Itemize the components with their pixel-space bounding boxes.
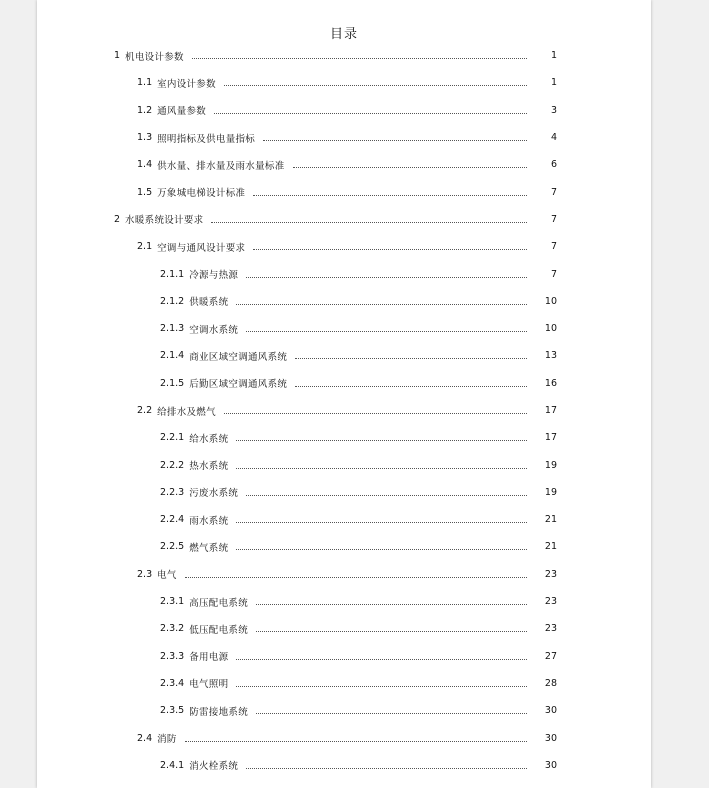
toc-entry-title: 供水量、排水量及雨水量标准 (157, 160, 285, 172)
toc-entry[interactable] (37, 342, 651, 369)
toc-entry-title: 燃气系统 (189, 542, 229, 554)
toc-entry-page-number: 17 (544, 432, 557, 444)
toc-entry-number: 1 (114, 50, 121, 62)
toc-entry-number: 2 (114, 213, 121, 225)
toc-title: 目录 (329, 27, 358, 42)
toc-entry-title: 空调水系统 (189, 324, 239, 336)
toc-dot-leader (236, 468, 527, 469)
toc-dot-leader (246, 277, 527, 278)
toc-entry[interactable] (37, 588, 651, 615)
toc-dot-leader (293, 167, 527, 168)
toc-entry[interactable] (37, 260, 651, 287)
toc-entry[interactable] (37, 69, 651, 96)
toc-entry-title: 万象城电梯设计标准 (157, 188, 246, 200)
toc-entry-number: 2.4 (137, 732, 153, 744)
toc-entry-number: 2.1.3 (160, 323, 185, 335)
toc-entry-number: 2.1.2 (160, 295, 185, 307)
toc-entry-page-number: 28 (544, 677, 557, 689)
toc-entry-title: 冷源与热源 (189, 270, 239, 282)
toc-entry-number: 2.2.2 (160, 459, 185, 471)
toc-entry-page-number: 17 (544, 405, 557, 416)
toc-entry-page-number: 30 (544, 759, 557, 771)
toc-entry-page-number: 10 (544, 323, 557, 335)
toc-list (37, 42, 651, 779)
toc-entry-number: 2.4.1 (160, 759, 185, 771)
toc-entry[interactable] (37, 315, 651, 342)
toc-dot-leader (295, 358, 527, 359)
toc-dot-leader (236, 440, 527, 441)
toc-dot-leader (295, 386, 527, 387)
toc-dot-leader (236, 549, 527, 550)
toc-entry-number: 1.1 (137, 77, 153, 89)
toc-entry-title: 机电设计参数 (125, 51, 184, 63)
toc-dot-leader (263, 140, 527, 141)
toc-entry-number: 2.3.4 (160, 677, 185, 689)
toc-entry-page-number: 21 (544, 541, 557, 553)
toc-entry[interactable] (37, 42, 651, 69)
toc-entry-title: 热水系统 (189, 461, 229, 473)
toc-entry-title: 电气照明 (189, 679, 229, 691)
toc-entry-number: 2.1.1 (160, 268, 185, 280)
toc-entry[interactable] (37, 424, 651, 451)
toc-entry-page-number: 7 (550, 241, 557, 253)
toc-entry-page-number: 1 (550, 77, 557, 89)
document-page (37, 0, 651, 788)
toc-entry[interactable] (37, 533, 651, 560)
toc-entry-number: 2.1 (137, 241, 153, 253)
toc-entry[interactable] (37, 479, 651, 506)
toc-entry[interactable] (37, 206, 651, 233)
toc-dot-leader (236, 304, 527, 305)
toc-entry-page-number: 7 (550, 186, 557, 198)
toc-entry-number: 2.3.3 (160, 650, 185, 662)
toc-entry-page-number: 30 (544, 732, 557, 744)
toc-entry-page-number: 19 (544, 459, 557, 471)
toc-entry-number: 2.1.5 (160, 377, 185, 389)
toc-entry-number: 2.1.4 (160, 350, 185, 362)
toc-dot-leader (224, 85, 527, 86)
toc-entry-title: 后勤区域空调通风系统 (189, 379, 288, 391)
toc-entry-page-number: 10 (544, 295, 557, 307)
toc-entry-page-number: 7 (550, 213, 557, 225)
toc-dot-leader (236, 659, 527, 660)
toc-entry-number: 2.2.5 (160, 541, 185, 553)
toc-entry[interactable] (37, 233, 651, 260)
toc-dot-leader (185, 577, 527, 578)
toc-entry-title: 商业区域空调通风系统 (189, 351, 288, 363)
toc-entry-page-number: 7 (550, 268, 557, 280)
toc-dot-leader (185, 741, 527, 742)
toc-entry-title: 照明指标及供电量指标 (157, 133, 256, 145)
toc-entry-title: 电气 (157, 570, 177, 582)
toc-entry[interactable] (37, 288, 651, 315)
toc-entry[interactable] (37, 561, 651, 588)
toc-entry-number: 2.2.3 (160, 486, 185, 498)
toc-entry-page-number: 30 (544, 705, 557, 717)
toc-entry-number: 1.5 (137, 186, 153, 198)
toc-entry[interactable] (37, 124, 651, 151)
toc-dot-leader (236, 686, 527, 687)
toc-entry-page-number: 13 (544, 350, 557, 362)
toc-entry-title: 消防 (157, 734, 177, 746)
toc-entry-title: 消火栓系统 (189, 761, 239, 773)
toc-dot-leader (246, 495, 527, 496)
toc-entry-page-number: 27 (544, 650, 557, 662)
toc-entry[interactable] (37, 697, 651, 724)
toc-entry[interactable] (37, 451, 651, 478)
toc-entry-page-number: 21 (544, 514, 557, 526)
toc-entry[interactable] (37, 370, 651, 397)
toc-entry[interactable] (37, 97, 651, 124)
toc-entry[interactable] (37, 397, 651, 424)
toc-entry-title: 空调与通风设计要求 (157, 242, 246, 254)
toc-entry-page-number: 23 (544, 596, 557, 608)
toc-entry-page-number: 16 (544, 377, 557, 389)
toc-dot-leader (192, 58, 527, 59)
toc-dot-leader (256, 713, 527, 714)
toc-entry-title: 给水系统 (189, 433, 229, 445)
toc-entry-page-number: 19 (544, 486, 557, 498)
toc-dot-leader (246, 768, 527, 769)
toc-dot-leader (256, 631, 527, 632)
toc-dot-leader (246, 331, 527, 332)
toc-entry-number: 1.3 (137, 132, 153, 144)
toc-entry[interactable] (37, 151, 651, 178)
toc-entry-number: 2.3 (137, 568, 153, 580)
toc-entry-number: 1.2 (137, 104, 153, 116)
toc-entry[interactable] (37, 670, 651, 697)
toc-entry[interactable] (37, 615, 651, 642)
toc-dot-leader (253, 249, 527, 250)
toc-entry-page-number: 4 (550, 132, 557, 144)
toc-entry-title: 污废水系统 (189, 488, 239, 500)
toc-dot-leader (211, 222, 527, 223)
toc-entry[interactable] (37, 724, 651, 751)
toc-entry-title: 通风量参数 (157, 106, 207, 118)
toc-dot-leader (224, 413, 527, 414)
toc-entry-page-number: 1 (550, 50, 557, 62)
toc-entry[interactable] (37, 506, 651, 533)
toc-entry-page-number: 23 (544, 623, 557, 635)
toc-entry-number: 1.4 (137, 159, 153, 171)
toc-entry-title: 雨水系统 (189, 515, 229, 527)
toc-entry-number: 2.2 (137, 405, 153, 416)
toc-entry-number: 2.2.1 (160, 432, 185, 444)
toc-entry-page-number: 6 (550, 159, 557, 171)
toc-entry-number: 2.3.5 (160, 705, 185, 717)
toc-entry[interactable] (37, 752, 651, 779)
toc-entry-title: 给排水及燃气 (157, 406, 216, 418)
toc-entry-title: 高压配电系统 (189, 597, 248, 609)
toc-entry-title: 备用电源 (189, 652, 229, 664)
toc-entry-title: 供暖系统 (189, 297, 229, 309)
toc-entry-title: 水暖系统设计要求 (125, 215, 204, 227)
toc-entry-title: 低压配电系统 (189, 624, 248, 636)
toc-entry[interactable] (37, 643, 651, 670)
toc-entry-page-number: 3 (550, 104, 557, 116)
toc-entry-title: 防雷接地系统 (189, 706, 248, 718)
toc-entry[interactable] (37, 178, 651, 205)
toc-entry-number: 2.2.4 (160, 514, 185, 526)
toc-dot-leader (236, 522, 527, 523)
toc-entry-title: 室内设计参数 (157, 78, 216, 90)
toc-entry-number: 2.3.1 (160, 596, 185, 608)
toc-dot-leader (214, 113, 527, 114)
toc-entry-number: 2.3.2 (160, 623, 185, 635)
toc-dot-leader (256, 604, 527, 605)
toc-entry-page-number: 23 (544, 568, 557, 580)
toc-dot-leader (253, 195, 527, 196)
